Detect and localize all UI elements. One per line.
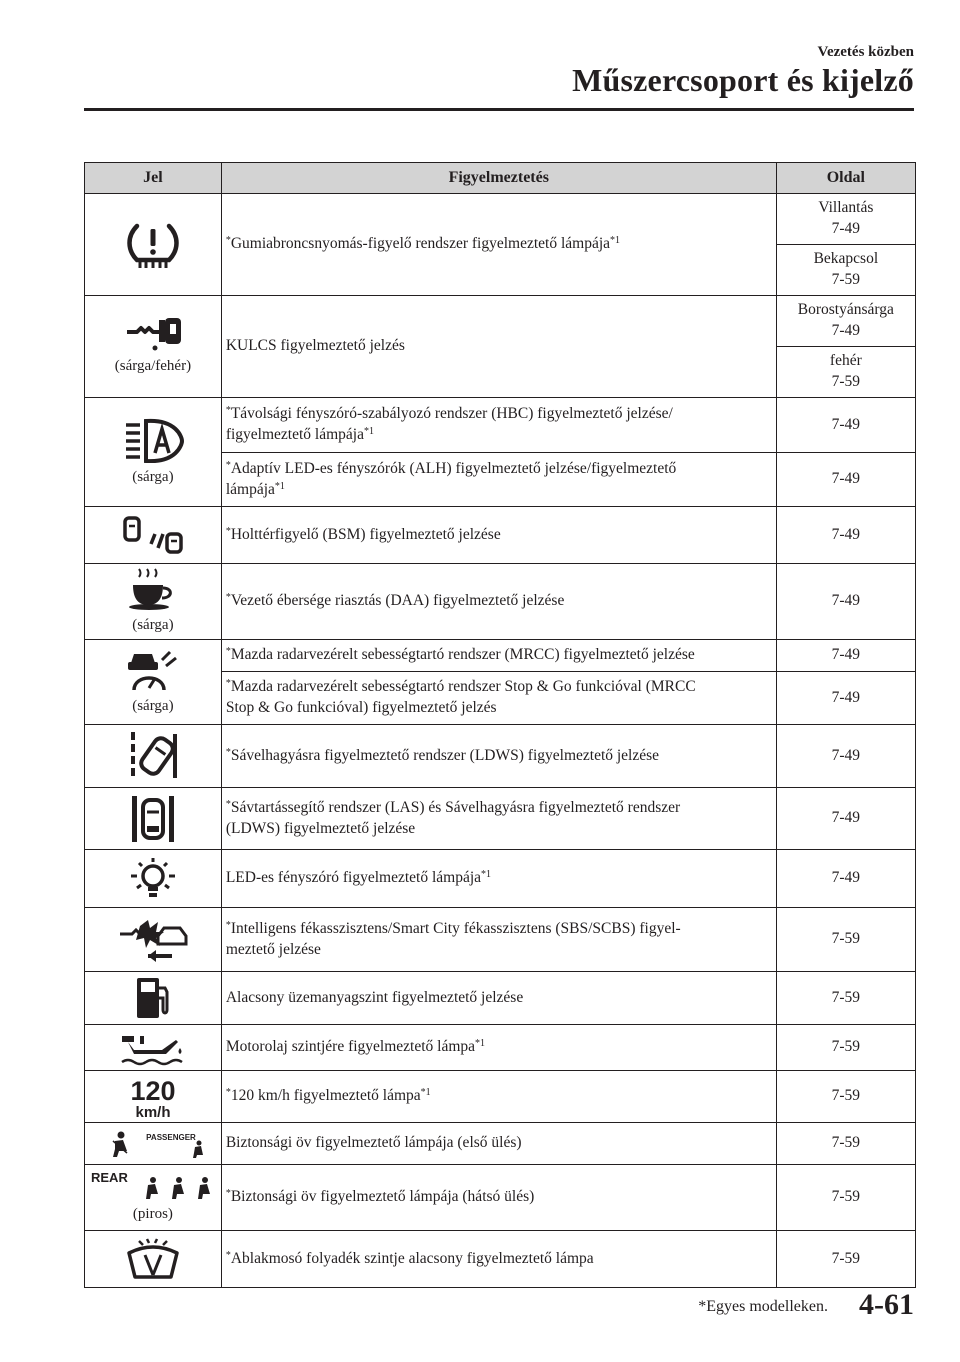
table-row	[85, 194, 916, 245]
table-row	[85, 398, 916, 453]
page-cell: 7-49	[776, 453, 915, 507]
symbol-cell: (sárga)	[85, 398, 222, 507]
warning-text-cell: *Vezető ébersége riasztás (DAA) figyelmeztető jelzése	[221, 564, 776, 640]
warning-text-cell: *Adaptív LED-es fényszórók (ALH) figyelmeztető jelzése/figyelmeztető lámpája$^{*1}$	[221, 453, 776, 507]
warning-text-cell: *Holttérfigyelő (BSM) figyelmeztető jelzése	[221, 507, 776, 564]
table-header-row	[85, 163, 916, 194]
warning-text-cell: LED-es fényszóró figyelmeztető lámpája$^{*1}$	[221, 850, 776, 908]
page-number: 4-61	[859, 1288, 914, 1321]
symbol-cell	[85, 1025, 222, 1071]
page-cell: 7-49	[776, 564, 915, 640]
page-cell: 7-49	[776, 788, 915, 850]
speed-120-icon	[123, 1075, 183, 1119]
page-cell: 7-59	[776, 1025, 915, 1071]
warning-text-cell: Motorolaj szintjére figyelmeztető lámpa$^{*1}$	[221, 1025, 776, 1071]
table-row	[85, 564, 916, 640]
warning-text-cell: *Mazda radarvezérelt sebességtartó rendszer Stop & Go funkcióval (MRCC Stop & Go funkcióval) figyelmeztető jelzés	[221, 672, 776, 725]
high-beam-control-icon	[122, 417, 184, 463]
warning-table	[84, 162, 916, 1288]
page-cell: 7-49	[776, 507, 915, 564]
page-cell: 7-49	[776, 850, 915, 908]
table-row	[85, 788, 916, 850]
key-warning-icon	[123, 316, 183, 352]
symbol-cell	[85, 725, 222, 788]
warning-text-cell: KULCS figyelmeztető jelzés	[221, 296, 776, 398]
led-headlight-warning-icon	[127, 856, 179, 902]
table-row	[85, 850, 916, 908]
symbol-cell	[85, 788, 222, 850]
page-cell: 7-59	[776, 972, 915, 1025]
rear-seat-belt-icon	[89, 1170, 217, 1200]
symbol-cell: REAR (piros)	[85, 1165, 222, 1231]
warning-text-cell: *Ablakmosó folyadék szintje alacsony figyelmeztető lámpa	[221, 1231, 776, 1288]
table-row	[85, 725, 916, 788]
symbol-cell	[85, 1123, 222, 1165]
symbol-cell	[85, 850, 222, 908]
warning-text-cell: Biztonsági öv figyelmeztető lámpája (első ülés)	[221, 1123, 776, 1165]
symbol-cell: (sárga)	[85, 640, 222, 725]
warning-text-cell: *120 km/h figyelmeztető lámpa$^{*1}$	[221, 1071, 776, 1123]
column-header-page: Oldal	[776, 163, 915, 194]
page-title: Műszercsoport és kijelző	[572, 62, 914, 98]
page-cell: 7-59	[776, 908, 915, 972]
page-cell: 7-49	[776, 672, 915, 725]
table-row	[85, 972, 916, 1025]
symbol-cell	[85, 908, 222, 972]
symbol-cell	[85, 507, 222, 564]
table-row	[85, 1123, 916, 1165]
page-cell: Villantás 7-49	[776, 194, 915, 245]
lane-keep-assist-icon	[128, 792, 178, 846]
page-cell: Bekapcsol 7-59	[776, 245, 915, 296]
svg-text:PASSENGER: PASSENGER	[146, 1132, 196, 1142]
table-row	[85, 908, 916, 972]
washer-fluid-icon	[125, 1237, 181, 1281]
page-cell: 7-49	[776, 725, 915, 788]
table-row	[85, 1071, 916, 1123]
page-cell: 7-49	[776, 640, 915, 672]
symbol-cell	[85, 1071, 222, 1123]
radar-cruise-control-icon	[126, 648, 180, 692]
table-row	[85, 1165, 916, 1231]
warning-text-cell: *Biztonsági öv figyelmeztető lámpája (hátsó ülés)	[221, 1165, 776, 1231]
driver-attention-coffee-icon	[127, 567, 179, 611]
symbol-cell	[85, 1231, 222, 1288]
page-cell: 7-59	[776, 1071, 915, 1123]
warning-text-cell: Alacsony üzemanyagszint figyelmeztető jelzése	[221, 972, 776, 1025]
warning-text-cell: *Gumiabroncsnyomás-figyelő rendszer figyelmeztető lámpája$^{*1}$	[221, 194, 776, 296]
blind-spot-monitoring-icon	[121, 514, 185, 556]
passenger-seat-belt-icon	[93, 1129, 213, 1159]
table-row	[85, 296, 916, 347]
warning-text-cell: *Sávtartássegítő rendszer (LAS) és Sávelhagyásra figyelmeztető rendszer (LDWS) figyelmeztető jelzése	[221, 788, 776, 850]
warning-text-cell: *Távolsági fényszóró-szabályozó rendszer (HBC) figyelmeztető jelzése/ figyelmeztető lámpája$^{*1}$	[221, 398, 776, 453]
symbol-cell	[85, 194, 222, 296]
table-row	[85, 640, 916, 672]
symbol-cell: (sárga/fehér)	[85, 296, 222, 398]
svg-text:REAR: REAR	[90, 1170, 128, 1186]
symbol-cell: (sárga)	[85, 564, 222, 640]
warning-text-cell: *Mazda radarvezérelt sebességtartó rendszer (MRCC) figyelmeztető jelzése	[221, 640, 776, 672]
lane-departure-warning-icon	[127, 728, 179, 784]
footnote: *Egyes modelleken.	[698, 1298, 828, 1315]
svg-text:km/h: km/h	[135, 1103, 171, 1119]
table-row	[85, 507, 916, 564]
page-cell: Borostyánsárga 7-49	[776, 296, 915, 347]
column-header-symbol: Jel	[85, 163, 222, 194]
table-row	[85, 1231, 916, 1288]
warning-text-cell: *Intelligens fékasszisztens/Smart City fékasszisztens (SBS/SCBS) figyel- meztető jelzése	[221, 908, 776, 972]
page-cell: 7-59	[776, 1123, 915, 1165]
tire-pressure-warning-icon	[125, 220, 181, 270]
header-divider	[84, 108, 914, 111]
table-row	[85, 1025, 916, 1071]
smart-brake-support-icon	[118, 918, 188, 962]
column-header-warning: Figyelmeztetés	[221, 163, 776, 194]
warning-text-cell: *Sávelhagyásra figyelmeztető rendszer (LDWS) figyelmeztető jelzése	[221, 725, 776, 788]
low-fuel-icon	[133, 976, 173, 1020]
page-cell: 7-49	[776, 398, 915, 453]
page-cell: 7-59	[776, 1231, 915, 1288]
symbol-cell	[85, 972, 222, 1025]
page-cell: 7-59	[776, 1165, 915, 1231]
svg-text:120: 120	[130, 1075, 176, 1106]
section-title: Vezetés közben	[817, 44, 914, 60]
page-cell: fehér 7-59	[776, 347, 915, 398]
oil-level-icon	[118, 1030, 188, 1066]
